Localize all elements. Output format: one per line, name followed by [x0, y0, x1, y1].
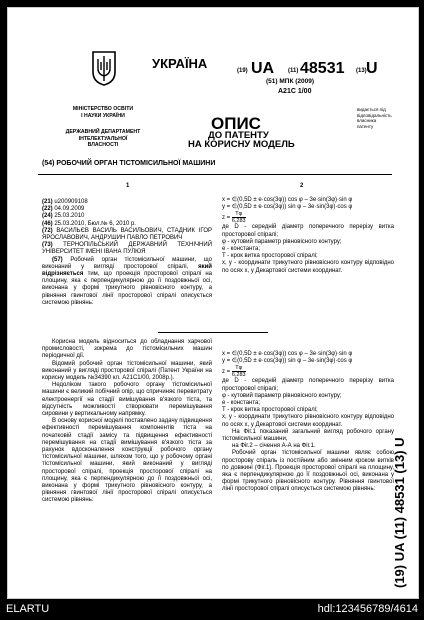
formula-z: z = $\frac{T\varphi}{6,283}$ — [222, 365, 246, 379]
document-title: ОПИС — [211, 114, 261, 133]
document-subtitle-2: НА КОРИСНУ МОДЕЛЬ — [188, 139, 295, 150]
paragraph: Відомий робочий орган тістомісильної машини, який виконаний у вигляді просторової спіралі (Патент України на корисну модель №34390 кл. A21C1/00, 2008р.). — [42, 360, 212, 382]
invention-title: (54) РОБОЧИЙ ОРГАН ТІСТОМІСИЛЬНОЇ МАШИНИ — [42, 160, 216, 167]
paragraph: Корисна модель відноситься до обладнання харчової промисловості, зокрема до тістомісильних машин періодичної дії. — [42, 339, 212, 360]
inid-19: (19) — [237, 68, 248, 74]
biblio-item: (21) u200909108 — [42, 199, 88, 205]
paragraph: Недоліком такого робочого органу тістомісильної машини є великий побічний опір, що спричиняє перевитрату електроенергії на стадії вимішування в'язкого тіста, та відсутність можливості створювати перемішування сировини у вертикальному напрямку. — [42, 382, 212, 418]
formula-y: y = ∈(0,5D ± e·cos(3φ)) sin φ – 3e·sin(3φ)·cos φ — [222, 204, 353, 211]
issuance-note: видається під відповідальність власника патенту — [357, 107, 392, 129]
definition: e - константа; — [222, 400, 261, 407]
patent-page — [7, 7, 419, 599]
description-left — [42, 339, 212, 505]
biblio-item: (72) ВАСИЛЬЄВ ВАСИЛЬ ВАСИЛЬОВИЧ, СТАДНИК ІГОР ЯРОСЛАВОВИЧ, АНДРУШИН ПАВЛО ПЕТРОВИЧ — [42, 227, 212, 242]
footer-repository: ELARTU — [6, 603, 50, 615]
paragraph: на Фіг.2 – січення А-А на Фіг.1. — [232, 443, 316, 450]
definition: φ - кутовий параметр рівновісного контуру; — [222, 238, 342, 245]
paragraph: На Фіг.1 показаний загальний вигляд робочого органу тістомісильної машини, — [222, 428, 394, 443]
formula-z: z = $\frac{T\varphi}{6,283}$ — [222, 211, 246, 225]
biblio-item: (46) 25.03.2010, Бюл.№ 6, 2010 р. — [42, 220, 136, 227]
biblio-item: (22) 04.09.2009 — [42, 206, 85, 213]
coat-of-arms-icon — [91, 50, 117, 86]
biblio-item: (73) ТЕРНОПІЛЬСЬКИЙ ДЕРЖАВНИЙ ТЕХНІЧНИЙ УНІВЕРСИТЕТ ІМЕНІ ІВАНА ПУЛЮЯ — [42, 242, 213, 256]
ministry-name: МІНІСТЕРСТВО ОСВІТИ І НАУКИ УКРАЇНИ — [72, 106, 134, 119]
inid-11: (11) — [288, 68, 299, 74]
ipc-label: (51) МПК (2009) — [266, 78, 315, 85]
kind-code: U — [366, 60, 378, 77]
abstract: (57) Робочий орган тістомісильної машини, що виконаний у вигляді просторової спіралі, який відрізняється тим, що проекція просторової спіралі на площину, яка є перпендикулярною до її поздовжньої осі, виконана у формі трикутного рівновісного контуру, а рівняння гвинтової лінії просторової спіралі описується системою рівнянь: — [42, 256, 212, 306]
definition: T - крок витка просторової спіралі; — [222, 253, 318, 260]
biblio-item: (24) 25.03.2010 — [42, 213, 85, 220]
paragraph: В основу корисної моделі поставлено задачу підвищення ефективності перемішування компонентів тіста на початковій стадії замісу та підвищення ефективності перемішування на стадії вимішування в'язкого тіста за рахунок вдосконалення конструкції робочого органу тістомісильної машини, шляхом того, що у робочому органі тістомісильної машини, який виконаний у вигляді просторової спіралі, проекція просторової спіралі на площину, яка є перпендикулярною до її поздовжньої осі, виконана у формі трикутного рівновісного контуру, а рівняння гвинтової лінії просторової спіралі описується системою рівнянь: — [42, 418, 212, 504]
divider — [38, 174, 392, 175]
definition: e - константа; — [222, 246, 261, 253]
document-subtitle: ДО ПАТЕНТУ — [208, 130, 269, 141]
definition: T - крок витка просторової спіралі; — [222, 407, 318, 414]
definition: де D - середній діаметр поперечного перерізу витка просторової спіралі; — [222, 224, 394, 238]
department-name: ДЕРЖАВНИЙ ДЕПАРТАМЕНТ ІНТЕЛЕКТУАЛЬНОЇ ВЛАСНОСТІ — [65, 129, 141, 148]
definition: x, y - координати трикутного рівновісного контуру відповідно по осях x, y Декартової системи координат. — [222, 260, 394, 274]
definition: x, y - координати трикутного рівновісного контуру відповідно по осях x, y Декартової системи координат. — [222, 414, 394, 428]
formula-y: y = ∈(0,5D ± e·cos(3φ)) sin φ – 3e·sin(3φ)·cos φ — [222, 358, 353, 365]
ipc-code: A21C 1/00 — [278, 88, 312, 95]
paragraph: Робочий орган тістомісильної машини являє собою просторову спіраль із постійним або змінним кроком витків по довжині (Фіг.1). Проекція просторової спіралі на площину, яка є перпендикулярною до її поздовжньої осі, виконана у формі трикутного рівновісного контуру. Рівняння гвинтової лінії просторової спіралі описується системою рівнянь: — [222, 450, 394, 493]
inid-13: (13) — [356, 68, 367, 74]
country-code: UA — [251, 60, 275, 77]
bibliographic-data — [42, 199, 212, 307]
footer-handle: hdl:123456789/4614 — [317, 603, 418, 615]
definition: де D - середній діаметр поперечного перерізу витка просторової спіралі; — [222, 378, 394, 392]
separator — [158, 332, 268, 333]
patent-number: 48531 — [300, 60, 345, 77]
side-patent-number: (19) UA (11) 48531 (13) U — [392, 437, 407, 588]
description-right — [222, 351, 394, 494]
formula-x: x = ∈(0,5D ± e·cos(3φ)) cos φ – 3e·sin(3φ)·sin φ — [222, 351, 353, 357]
claim-formula-block — [222, 197, 394, 275]
column-number-2: 2 — [300, 183, 304, 189]
column-number-1: 1 — [126, 183, 130, 189]
country-name: УКРАЇНА — [152, 56, 208, 71]
formula-x: x = ∈(0,5D ± e·cos(3φ)) cos φ – 3e·sin(3φ)·sin φ — [222, 197, 353, 203]
definition: φ - кутовий параметр рівновісного контуру; — [222, 392, 342, 399]
